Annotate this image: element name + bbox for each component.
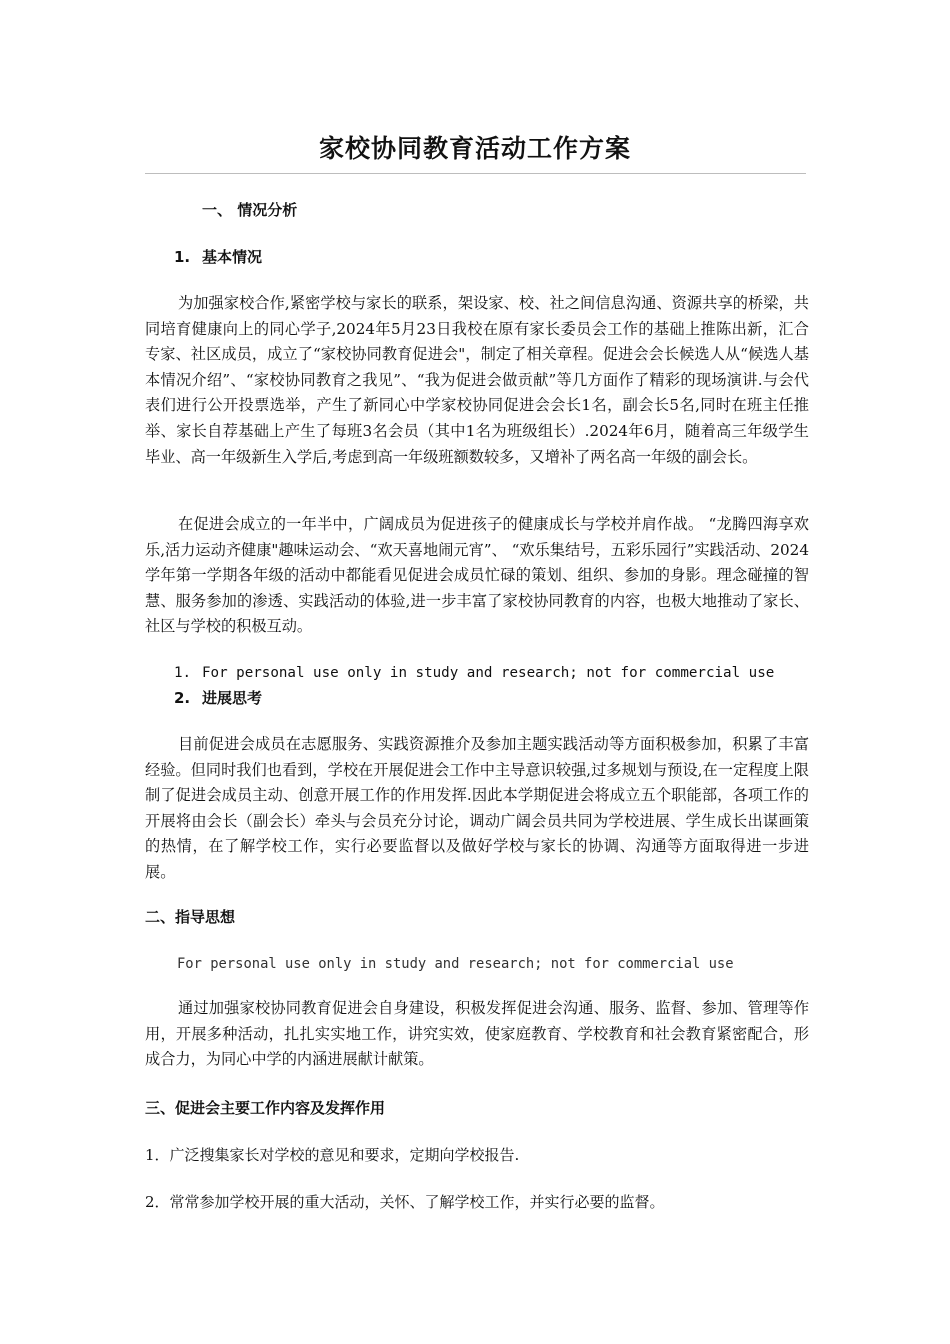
usage-notice-1-number: 1. bbox=[174, 665, 192, 681]
paragraph-basic-situation: 为加强家校合作,紧密学校与家长的联系，架设家、校、社之间信息沟通、资源共享的桥梁，共同培育健康向上的同心学子,2024年5月23日我校在原有家长委员会工作的基础上推陈出新，汇合专家、社区成员，成立了“家校协同教育促进会"，制定了相关章程。促进会会长候选人从“候选人基本情况介绍”、“家校协同教育之我见”、“我为促进会做贡献”等几方面作了精彩的现场演讲.与会代表们进行公开投票选举，产生了新同心中学家校协同促进会会长1名，副会长5名,同时在班主任推举、家长自荐基础上产生了每班3名会员（其中1名为班级组长）.2024年6月，随着高三年级学生毕业、高一年级新生入学后,考虑到高一年级班额数较多，又增补了两名高一年级的副会长。 bbox=[145, 294, 809, 466]
subsection-2-heading bbox=[174, 688, 262, 708]
work-item-1: 1．广泛搜集家长对学校的意见和要求，定期向学校报告. bbox=[145, 1146, 520, 1164]
paragraph-guiding-ideology: 通过加强家校协同教育促进会自身建设，积极发挥促进会沟通、服务、监督、参加、管理等作用，开展多种活动，扎扎实实地工作，讲究实效，使家庭教育、学校教育和社会教育紧密配合，形成合力，为同心中学的内涵进展献计献策。 bbox=[145, 999, 809, 1069]
paragraph-progress-thinking: 目前促进会成员在志愿服务、实践资源推介及参加主题实践活动等方面积极参加，积累了丰富经验。但同时我们也看到，学校在开展促进会工作中主导意识较强,过多规划与预设,在一定程度上限制了促进会成员主动、创意开展工作的作用发挥.因此本学期促进会将成立五个职能部，各项工作的开展将由会长（副会长）牵头与会员充分讨论，调动广阔会员共同为学校进展、学生成长出谋画策的热情，在了解学校工作，实行必要监督以及做好学校与家长的协调、沟通等方面取得进一步进展。 bbox=[145, 735, 809, 881]
usage-notice-1 bbox=[174, 663, 774, 683]
usage-notice-1-text: For personal use only in study and research; not for commercial use bbox=[202, 665, 775, 681]
subsection-1-title: 基本情况 bbox=[202, 248, 263, 266]
subsection-1-heading bbox=[174, 247, 262, 267]
section-3-heading: 三、促进会主要工作内容及发挥作用 bbox=[145, 1099, 386, 1117]
section-2-heading: 二、指导思想 bbox=[145, 908, 236, 926]
usage-notice-2: For personal use only in study and research; not for commercial use bbox=[177, 956, 734, 972]
document-title: 家校协同教育活动工作方案 bbox=[318, 134, 631, 163]
section-1-heading: 一、 情况分析 bbox=[202, 201, 298, 219]
paragraph-first-year-activities: 在促进会成立的一年半中，广阔成员为促进孩子的健康成长与学校并肩作战。 “龙腾四海享欢乐,活力运动齐健康"趣味运动会、“欢天喜地闹元宵”、 “欢乐集结号，五彩乐园行”实践活动、2024学年第一学期各年级的活动中都能看见促进会成员忙碌的策划、组织、参加的身影。理念碰撞的智慧、服务参加的渗透、实践活动的体验,进一步丰富了家校协同教育的内容，也极大地推动了家长、社区与学校的积极互动。 bbox=[145, 515, 809, 636]
title-divider bbox=[145, 173, 806, 174]
subsection-1-number: 1. bbox=[174, 248, 191, 266]
work-item-2: 2．常常参加学校开展的重大活动，关怀、了解学校工作，并实行必要的监督。 bbox=[145, 1193, 665, 1211]
subsection-2-title: 进展思考 bbox=[202, 689, 263, 707]
subsection-2-number: 2. bbox=[174, 689, 191, 707]
